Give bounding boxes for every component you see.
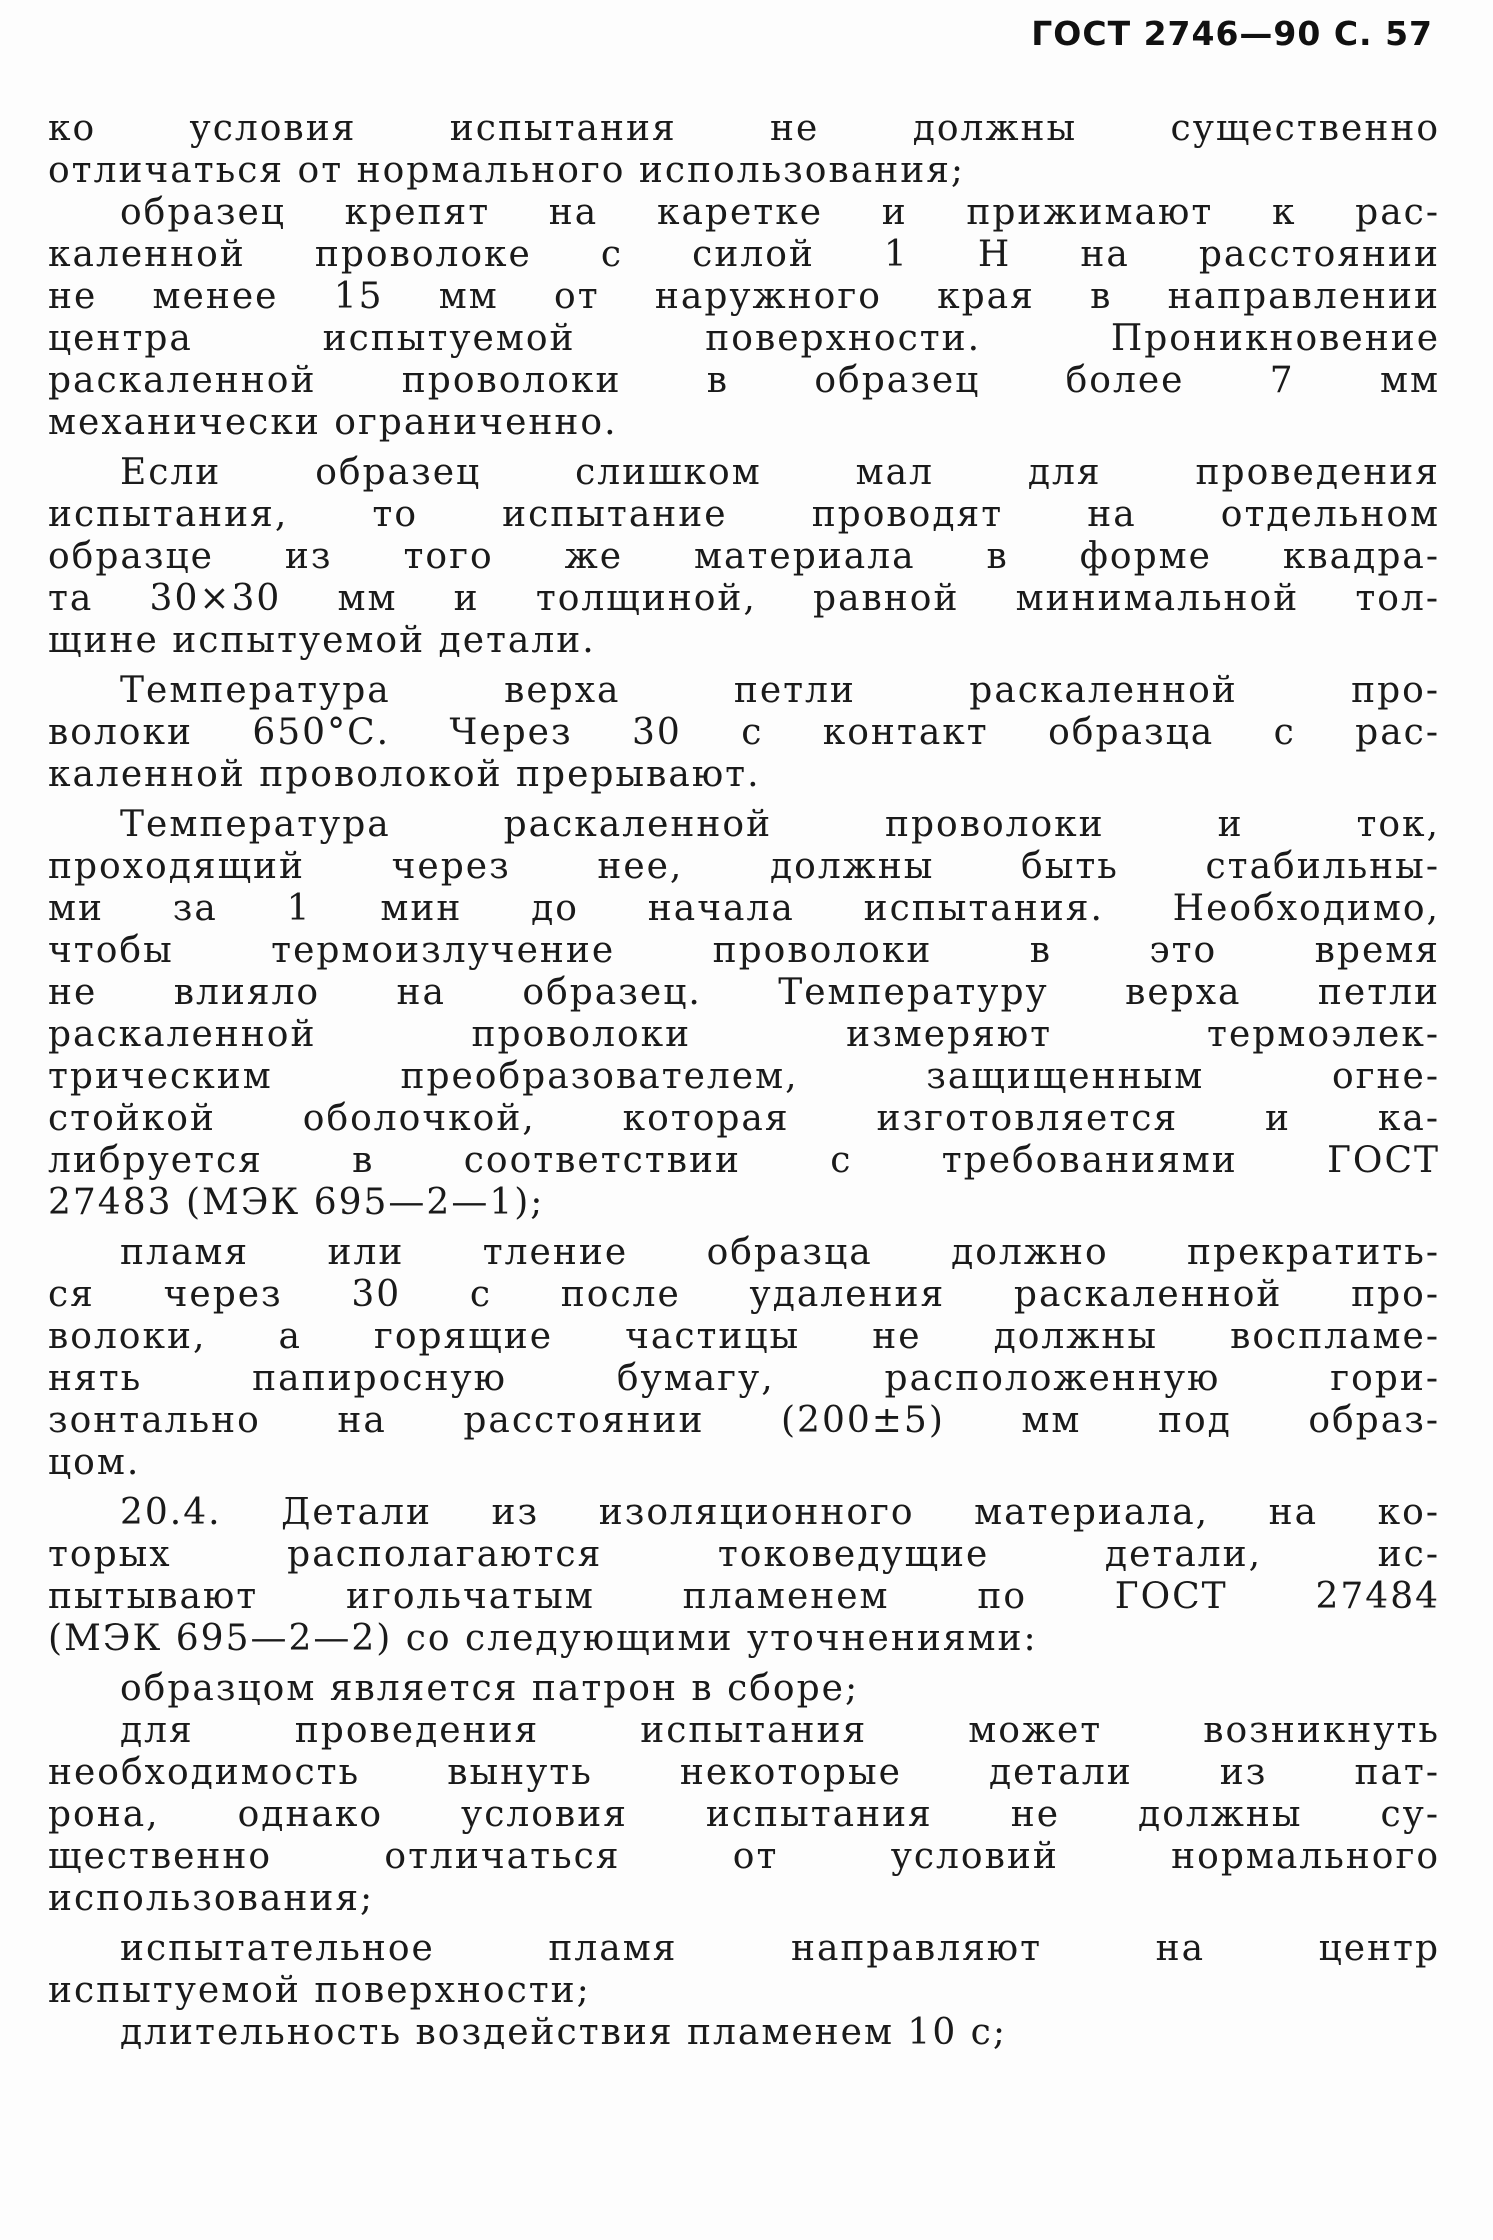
text-line: пламя или тление образца должно прекратить- xyxy=(120,1232,1440,1273)
text-line: ко условия испытания не должны существенно xyxy=(48,108,1440,149)
text-line: ми за 1 мин до начала испытания. Необходимо, xyxy=(48,888,1440,929)
text-line: Температура верха петли раскаленной про- xyxy=(120,670,1440,711)
text-line: (МЭК 695—2—2) со следующими уточнениями: xyxy=(48,1618,1038,1659)
text-line: трическим преобразователем, защищенным огне- xyxy=(48,1056,1440,1097)
text-line: проходящий через нее, должны быть стабильны- xyxy=(48,846,1440,887)
text-line: либруется в соответствии с требованиями ГОСТ xyxy=(48,1140,1440,1181)
text-line: цом. xyxy=(48,1442,141,1483)
text-line: рона, однако условия испытания не должны су- xyxy=(48,1794,1440,1835)
text-line: Если образец слишком мал для проведения xyxy=(120,452,1440,493)
text-line: длительность воздействия пламенем 10 с; xyxy=(120,2012,1007,2053)
text-line: отличаться от нормального использования; xyxy=(48,150,966,191)
text-line: раскаленной проволоки измеряют термоэлек- xyxy=(48,1014,1440,1055)
text-line: испытания, то испытание проводят на отдельном xyxy=(48,494,1440,535)
text-line: для проведения испытания может возникнуть xyxy=(120,1710,1440,1751)
text-line: ся через 30 с после удаления раскаленной про- xyxy=(48,1274,1440,1315)
text-line: использования; xyxy=(48,1878,375,1919)
page-header: ГОСТ 2746—90 С. 57 xyxy=(1031,14,1433,53)
text-line: не менее 15 мм от наружного края в направлении xyxy=(48,276,1440,317)
text-line: та 30×30 мм и толщиной, равной минимальной тол- xyxy=(48,578,1440,619)
text-line: центра испытуемой поверхности. Проникновение xyxy=(48,318,1440,359)
text-line: зонтально на расстоянии (200±5) мм под образ- xyxy=(48,1400,1440,1441)
text-line: каленной проволоке с силой 1 Н на расстоянии xyxy=(48,234,1440,275)
text-line: каленной проволокой прерывают. xyxy=(48,754,761,795)
text-line: волоки, а горящие частицы не должны воспламе- xyxy=(48,1316,1440,1357)
text-line: механически ограниченно. xyxy=(48,402,618,443)
text-line: щине испытуемой детали. xyxy=(48,620,596,661)
text-line: образец крепят на каретке и прижимают к рас- xyxy=(120,192,1440,233)
document-body xyxy=(48,108,1440,2054)
text-line: испытательное пламя направляют на центр xyxy=(120,1928,1440,1969)
text-line: 20.4. Детали из изоляционного материала, на ко- xyxy=(120,1492,1440,1533)
text-line: пытывают игольчатым пламенем по ГОСТ 27484 xyxy=(48,1576,1440,1617)
text-line: не влияло на образец. Температуру верха петли xyxy=(48,972,1440,1013)
text-line: необходимость вынуть некоторые детали из пат- xyxy=(48,1752,1440,1793)
text-line: волоки 650°С. Через 30 с контакт образца с рас- xyxy=(48,712,1440,753)
text-line: торых располагаются токоведущие детали, ис- xyxy=(48,1534,1440,1575)
text-line: Температура раскаленной проволоки и ток, xyxy=(120,804,1440,845)
text-line: щественно отличаться от условий нормального xyxy=(48,1836,1440,1877)
text-line: стойкой оболочкой, которая изготовляется и ка- xyxy=(48,1098,1440,1139)
text-line: раскаленной проволоки в образец более 7 мм xyxy=(48,360,1440,401)
text-line: 27483 (МЭК 695—2—1); xyxy=(48,1182,545,1223)
text-line: чтобы термоизлучение проволоки в это время xyxy=(48,930,1440,971)
text-line: образцом является патрон в сборе; xyxy=(120,1668,860,1709)
text-line: образце из того же материала в форме квадра- xyxy=(48,536,1440,577)
text-line: испытуемой поверхности; xyxy=(48,1970,591,2011)
text-line: нять папиросную бумагу, расположенную гори- xyxy=(48,1358,1440,1399)
